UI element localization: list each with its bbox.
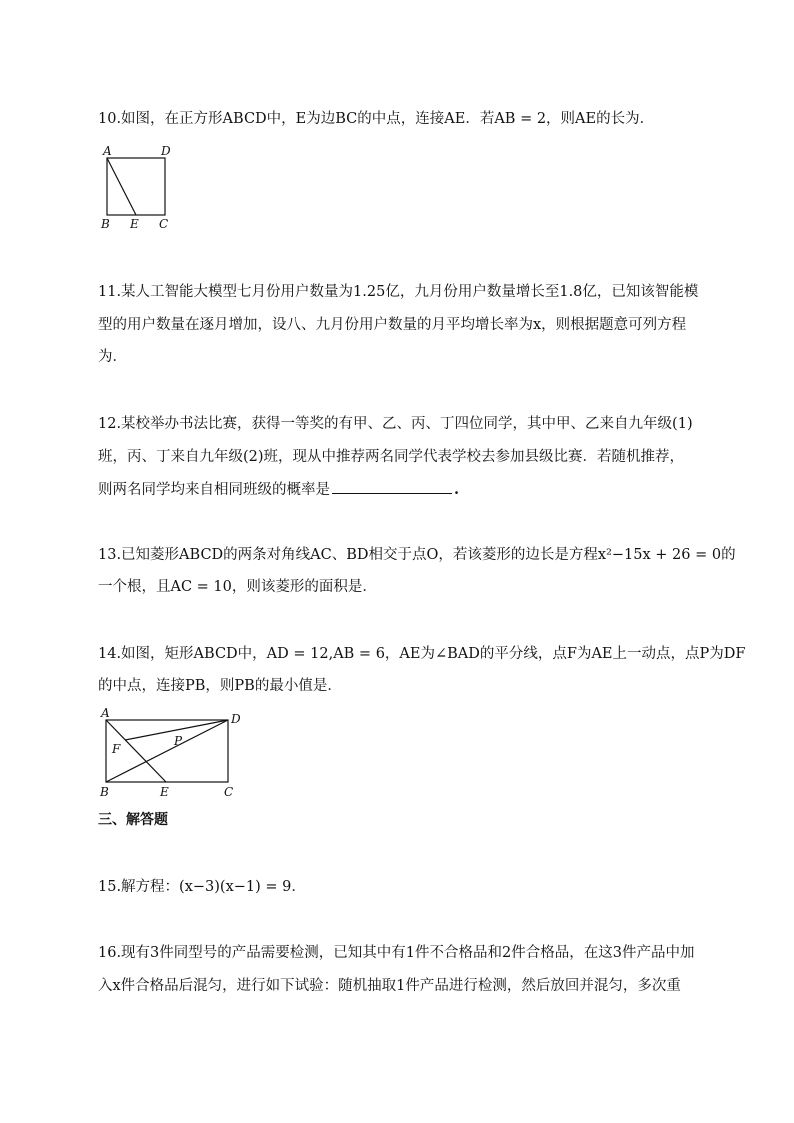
- q16-line1: 16.现有3件同型号的产品需要检测，已知其中有1件不合格品和2件合格品，在这3件产品中加: [98, 945, 695, 961]
- answer-blank: [332, 479, 452, 494]
- q12-line3-end: .: [454, 481, 460, 498]
- q14-line1: 14.如图，矩形ABCD中，AD = 12,AB = 6，AE为∠BAD的平分线，点F为AE上一动点，点P为DF: [98, 646, 746, 662]
- q12-line1: 12.某校举办书法比赛，获得一等奖的有甲、乙、丙、丁四位同学，其中甲、乙来自九年级(1): [98, 416, 693, 432]
- q11-line1: 11.某人工智能大模型七月份用户数量为1.25亿，九月份用户数量增长至1.8亿，已知该智能模: [98, 284, 699, 300]
- label-c: C: [224, 785, 234, 799]
- q14-rectangle-figure: [96, 704, 256, 804]
- square-abcd: [107, 158, 165, 215]
- q16-line2: 入x件合格品后混匀，进行如下试验：随机抽取1件产品进行检测，然后放回并混匀，多次重: [98, 978, 681, 994]
- segment-bd: [106, 720, 228, 782]
- label-c: C: [159, 217, 169, 231]
- label-b: B: [101, 217, 110, 231]
- q10-text: 10.如图，在正方形ABCD中，E为边BC的中点，连接AE．若AB = 2，则AE的长为．: [98, 111, 655, 127]
- q10-square-figure: [98, 143, 178, 235]
- q13-line2: 一个根，且AC = 10，则该菱形的面积是．: [98, 579, 377, 595]
- q12-line3: 则两名同学均来自相同班级的概率是: [98, 482, 330, 498]
- section-title: 三、解答题: [98, 812, 168, 828]
- q12-line2: 班，丙、丁来自九年级(2)班，现从中推荐两名同学代表学校去参加县级比赛．若随机推荐，: [98, 449, 685, 465]
- label-p: P: [174, 734, 183, 748]
- q12-line3-wrap: [98, 479, 459, 500]
- label-e: E: [130, 217, 139, 231]
- label-a: A: [101, 706, 110, 720]
- label-e: E: [160, 785, 169, 799]
- q11-line3: 为．: [98, 349, 127, 365]
- q11-line2: 型的用户数量在逐月增加，设八、九月份用户数量的月平均增长率为x，则根据题意可列方程: [98, 317, 687, 333]
- q14-line2: 的中点，连接PB，则PB的最小值是．: [98, 678, 342, 694]
- label-a: A: [103, 144, 112, 158]
- label-d: D: [161, 144, 171, 158]
- segment-ae: [107, 158, 136, 215]
- label-d: D: [231, 712, 241, 726]
- label-f: F: [112, 742, 121, 756]
- label-b: B: [100, 785, 109, 799]
- q13-line1: 13.已知菱形ABCD的两条对角线AC、BD相交于点O，若该菱形的边长是方程x²−15x + 26 = 0的: [98, 547, 736, 563]
- q15-text: 15.解方程：(x−3)(x−1) = 9．: [98, 879, 306, 895]
